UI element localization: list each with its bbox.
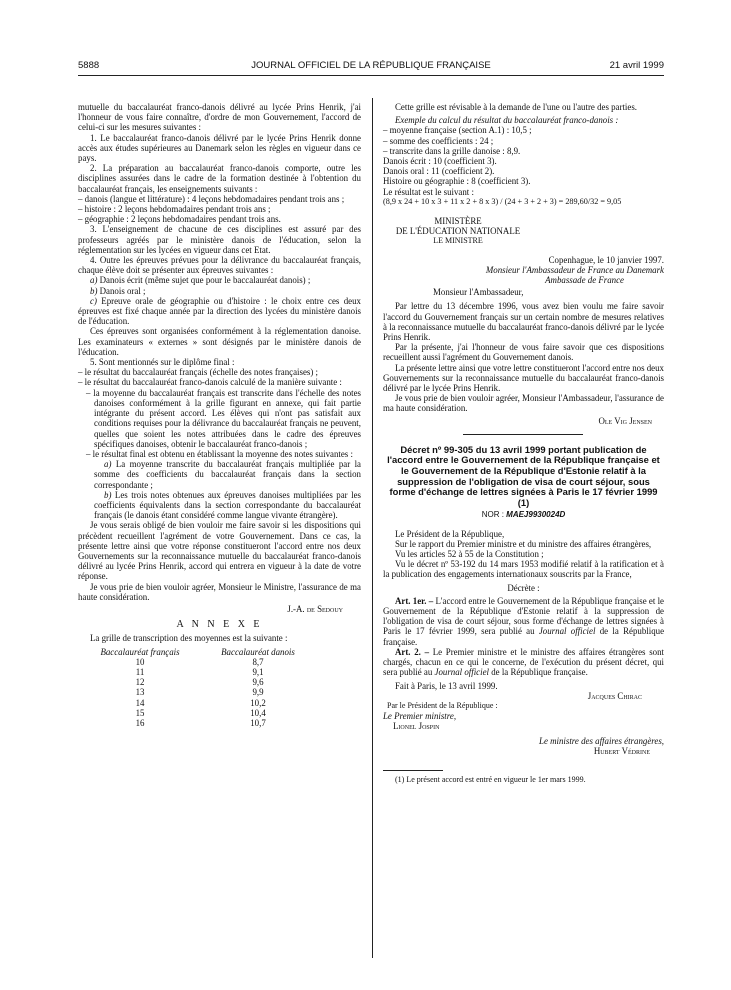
annexe-title: A N N E X E [176,619,263,631]
list-item: – histoire : 2 leçons hebdomadaires pendant trois ans ; [78,204,271,215]
table-header-row [92,647,328,657]
column-header: Baccalauréat danois [221,646,295,657]
section-divider [463,434,583,435]
table-row [92,687,328,697]
article-1 [383,596,664,647]
paragraph: Par lettre du 13 décembre 1996, vous avez bien voulu me faire savoir l'accord du Gouvernement français sur un certain nombre de mesures relatives à la reconnaissance mutuelle du baccalauréat franco-danois délivré par le lycée Prins Henrik. [383,301,664,343]
list-item [78,490,361,521]
paragraph: 4. Outre les épreuves prévues pour la délivrance du baccalauréat français, chaque élève doit se présenter aux épreuves suivantes : [78,255,361,276]
item-letter: b) [104,489,112,500]
decree-title: Décret nº 99-305 du 13 avril 1999 portant publication de l'accord entre le Gouvernement de la République française et le Gouvernement de la République d'Estonie relatif à la suppression de l'obligation de visa de court séjour, sous forme d'échange de lettres signées à Paris le 17 février 1999 (1) [387,443,660,508]
ministry-line: MINISTÈRE [434,216,482,227]
list-item: – danois (langue et littérature) : 4 leçons hebdomadaires pendant trois ans ; [78,193,345,204]
signature: Jacques Chirac [587,690,642,701]
article-text: L'accord entre le Gouvernement de la République française et le Gouvernement de la République d'Estonie relatif à la suppression de l'obligation de visa de court séjour, sous forme d'échange de lettres signées à Paris le 17 février 1999, sera publié au [383,595,664,637]
item-text: La moyenne transcrite du baccalauréat français multipliée par la somme des coefficients du baccalauréat français dans la section correspondante ; [94,459,361,490]
table-cell: 9,9 [252,687,264,698]
issue-date: 21 avril 1999 [609,60,664,71]
paragraph: 5. Sont mentionnés sur le diplôme final : [90,357,235,368]
nor-code: MAEJ9930024D [506,510,566,520]
annexe-intro: La grille de transcription des moyennes est la suivante : [90,633,288,644]
item-text: Danois écrit (même sujet que pour le baccalauréat danois) ; [97,275,311,286]
formula: (8,9 x 24 + 10 x 3 + 11 x 2 + 8 x 3) / (24 + 3 + 2 + 3) = 289,60/32 = 9,05 [383,196,622,206]
table-cell: 10 [135,656,145,667]
paragraph: Le Président de la République, [395,528,505,539]
list-item [78,286,361,296]
list-item: – la moyenne du baccalauréat français est transcrite dans l'échelle des notes danoises conformément à la grille figurant en annexe, qui fait partie intégrante du présent accord. Les élèves qui n'ont pas satisfait aux conditions requises pour la délivrance du baccalauréat français ne peuvent, quelles que soient les notes attribuées dans le cadre des épreuves spécifiques danoises, obtenir le baccalauréat franco-danois ; [86,387,361,449]
place-date: Copenhague, le 10 janvier 1997. [548,254,664,265]
table-cell: 12 [135,677,145,688]
paragraph: Je vous prie de bien vouloir agréer, Monsieur l'Ambassadeur, l'assurance de ma haute considération. [383,393,664,414]
salutation: Monsieur l'Ambassadeur, [433,287,524,298]
page-number: 5888 [78,60,100,71]
premier-ministre: Le Premier ministre, [383,711,457,722]
column-header: Baccalauréat français [100,646,180,657]
table-cell: 9,6 [252,677,264,688]
paragraph: Vu le décret nº 53-192 du 14 mars 1953 modifié relatif à la ratification et à la publication des engagements internationaux souscrits par la France, [383,559,664,580]
header-rule [78,75,664,76]
table-row [92,718,328,728]
table-cell: 11 [135,666,145,677]
paragraph: 2. La préparation au baccalauréat franco-danois comporte, outre les disciplines assurées dans le cadre de la formation destinée à l'obtention du baccalauréat français, les enseignements suivants : [78,163,361,194]
journal-ref: Journal officiel [434,667,489,678]
paragraph: Par la présente, j'ai l'honneur de vous faire savoir que ces dispositions recueillent aussi l'agrément du Gouvernement danois. [383,342,664,363]
list-item: – le résultat final est obtenu en établissant la moyenne des notes suivantes : [86,448,353,459]
table-cell: 16 [135,717,145,728]
list-item: – transcrite dans la grille danoise : 8,9. [383,145,521,156]
list-item [78,296,361,327]
item-text: Danois oral ; [97,285,146,296]
article-label: Art. 1er. – [395,595,434,606]
footnote-rule [383,770,443,771]
table-row [92,677,328,687]
transcription-table [92,647,328,729]
table-row [92,657,328,667]
minister-line: LE MINISTRE [433,236,483,246]
paragraph: mutuelle du baccalauréat franco-danois délivré au lycée Prins Henrik, j'ai l'honneur de vous faire connaître, d'ordre de mon Gouvernement, l'accord de celui-ci sur les mesures suivantes : [78,102,361,133]
addressee: Ambassade de France [545,275,624,286]
list-item: – moyenne française (section A.1) : 10,5 ; [383,125,532,136]
item-letter: a) [104,459,112,470]
list-item: Danois écrit : 10 (coefficient 3). [383,156,497,167]
item-letter: a) [90,275,98,286]
example-heading: Exemple du calcul du résultat du baccalauréat franco-danois : [395,115,619,126]
paragraph: Cette grille est révisable à la demande de l'une ou l'autre des parties. [395,102,637,112]
table-row [92,698,328,708]
paragraph: Je vous serais obligé de bien vouloir me faire savoir si les dispositions qui précèdent recueillent l'agrément de votre Gouvernement. Dans ce cas, la présente lettre ainsi que votre réponse constitueront l'accord entre nos deux Gouvernements sur la reconnaissance mutuelle du baccalauréat franco-danois délivré au lycée Prins Henrik, accord qui entrera en vigueur à la date de votre réponse. [78,520,361,582]
table-cell: 10,7 [250,717,266,728]
paragraph: Je vous prie de bien vouloir agréer, Monsieur le Ministre, l'assurance de ma haute considération. [78,581,361,602]
journal-title: JOURNAL OFFICIEL DE LA RÉPUBLIQUE FRANÇAISE [251,60,491,71]
par-le-president: Par le Président de la République : [387,700,498,710]
footnote: (1) Le présent accord est entré en vigueur le 1er mars 1999. [395,774,586,784]
item-letter: c) [90,295,97,306]
fait-a-paris: Fait à Paris, le 13 avril 1999. [395,680,498,691]
nor-label: NOR : [481,510,504,520]
table-cell: 8,7 [252,656,264,667]
nor-reference [383,510,664,520]
signature: Ole Vig Jensen [598,415,652,426]
list-item: – somme des coefficients : 24 ; [383,135,494,146]
article-label: Art. 2. – [395,646,430,657]
article-text: de la République française. [383,626,665,647]
paragraph: Ces épreuves sont organisées conformément à la réglementation danoise. Les examinateurs « externes » sont désignés par le ministère danois de l'éducation. [78,326,361,357]
paragraph: 3. L'enseignement de chacune de ces disciplines est assuré par des professeurs agréés par le ministère danois de l'éducation, selon la réglementation sur les lycées en vigueur dans cet Etat. [78,224,361,255]
addressee: Monsieur l'Ambassadeur de France au Danemark [485,264,664,275]
list-item: – le résultat du baccalauréat franco-danois calculé de la manière suivante : [78,377,342,388]
ministry-block [383,216,664,247]
table-row [92,667,328,677]
signature: J.-A. de Sedouy [287,603,343,614]
decrete: Décrète : [507,582,540,593]
paragraph: La présente lettre ainsi que votre lettre constitueront l'accord entre nos deux Gouvernements sur la reconnaissance mutuelle du baccalauréat franco-danois délivré par le lycée Prins Henrik. [383,362,664,394]
table-cell: 15 [135,707,145,718]
page-header [78,60,664,74]
article-2 [383,647,664,678]
signature: Hubert Védrine [593,745,650,756]
table-cell: 9,1 [252,666,264,677]
table-row [92,708,328,718]
article-text: de la République française. [489,667,588,678]
paragraph: Vu les articles 52 à 55 de la Constitution ; [395,549,544,560]
list-item: Danois oral : 11 (coefficient 2). [383,166,495,177]
list-item [78,459,361,490]
paragraph: 1. Le baccalauréat franco-danois délivré par le lycée Prins Henrik donne accès aux études supérieures au Danemark selon les règles en vigueur dans ce pays. [78,132,361,164]
signature: Lionel Jospin [393,721,440,732]
column-divider [372,98,373,958]
paragraph: Sur le rapport du Premier ministre et du ministre des affaires étrangères, [395,538,652,549]
table-cell: 10,4 [250,707,266,718]
list-item: Histoire ou géographie : 8 (coefficient 3). [383,176,531,187]
list-item: – le résultat du baccalauréat français (échelle des notes françaises) ; [78,367,318,378]
article-text: Le Premier ministre et le ministre des affaires étrangères sont chargés, chacun en ce qui le concerne, de l'exécution du présent décret, qui sera publié au [383,646,665,678]
ministry-line: DE L'ÉDUCATION NATIONALE [395,226,521,237]
list-item: Le résultat est le suivant : [383,186,474,197]
table-cell: 14 [135,697,145,708]
ministre-affaires-etrangeres: Le ministre des affaires étrangères, [539,735,664,746]
item-letter: b) [90,285,98,296]
journal-ref: Journal officiel [538,626,596,637]
list-item [78,275,361,285]
table-cell: 10,2 [250,697,266,708]
list-item: – géographie : 2 leçons hebdomadaires pendant trois ans. [78,214,281,225]
item-text: Les trois notes obtenues aux épreuves danoises multipliées par les coefficients équivalents dans la section correspondante du baccalauréat français (le danois étant considéré comme langue vivante étrangère). [94,489,361,521]
left-column [78,102,361,728]
table-cell: 13 [135,687,145,698]
item-text: Epreuve orale de géographie ou d'histoire : le choix entre ces deux épreuves est fixé chaque année par la direction des lycées du ministère danois de l'éducation. [78,295,361,327]
right-column [383,102,664,785]
